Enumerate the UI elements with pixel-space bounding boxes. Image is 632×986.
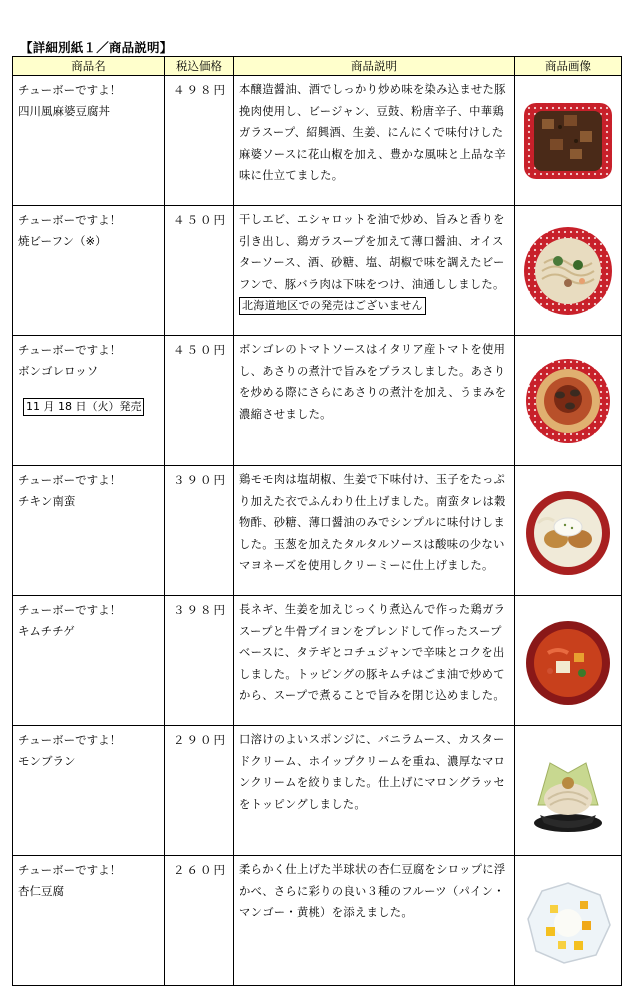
chicken-nanban-photo [520,483,616,579]
product-name-cell [13,726,165,856]
product-description: 干しエビ、エシャロットを油で炒め、旨みと香りを引き出し、鶏ガラスープを加えて薄口醤油、オイスターソース、酒、砂糖、塩、胡椒で味を調えたビーフンで、豚バラ肉は下味をつけ、油通ししました。 [239,213,505,291]
product-name: 四川風麻婆豆腐丼 [18,104,110,118]
product-name: ボンゴレロッソ [18,364,99,378]
product-price: ４５０円 [165,336,234,466]
product-image-cell [515,596,622,726]
product-image-cell [515,466,622,596]
header-image: 商品画像 [515,57,622,76]
product-description-cell [234,466,515,596]
table-row [13,726,622,856]
product-brand: チューボーですよ！ [18,343,122,357]
region-note: 北海道地区での発売はございません [239,297,426,315]
product-brand: チューボーですよ！ [18,603,122,617]
product-price: ２９０円 [165,726,234,856]
product-name: チキン南蛮 [18,494,76,508]
product-price: ３９０円 [165,466,234,596]
product-description-cell [234,726,515,856]
product-name-cell [13,336,165,466]
product-name-cell [13,76,165,206]
product-description-cell [234,336,515,466]
product-brand: チューボーですよ！ [18,83,122,97]
header-description: 商品説明 [234,57,515,76]
product-name: キムチチゲ [18,624,75,638]
header-name: 商品名 [13,57,165,76]
table-row [13,466,622,596]
product-name-cell [13,466,165,596]
product-description: 柔らかく仕上げた半球状の杏仁豆腐をシロップに浮かべ、さらに彩りの良い３種のフルーツ（パイン・マンゴー・黄桃）を添えました。 [239,863,506,919]
product-name: 杏仁豆腐 [18,884,64,898]
product-description: 鶏モモ肉は塩胡椒、生姜で下味付け、玉子をたっぷり加えた衣でふんわり仕上げました。南蛮タレは穀物酢、砂糖、薄口醤油のみでシンプルに味付けしました。玉葱を加えたタルタルソースは酸味の少ないマヨネーズを使用しクリーミーに仕上げました。 [239,473,506,572]
product-brand: チューボーですよ！ [18,473,122,487]
fried-rice-noodles-photo [520,223,616,319]
product-description: 長ネギ、生姜を加えじっくり煮込んで作った鶏ガラスープと牛骨ブイヨンをブレンドして作ったスープベースに、タテギとコチュジャンで辛味とコクを出しました。トッピングの豚キムチはごま油で炒めてから、スープで煮ることで旨みを閉じ込めました。 [239,603,506,702]
product-description-cell [234,856,515,986]
table-row [13,596,622,726]
product-image-cell [515,76,622,206]
table-row [13,336,622,466]
product-description: 口溶けのよいスポンジに、バニラムース、カスタードクリーム、ホイップクリームを重ね、濃厚なマロンクリームを絞りました。仕上げにマロングラッセをトッピングしました。 [239,733,506,811]
product-brand: チューボーですよ！ [18,733,122,747]
header-price: 税込価格 [165,57,234,76]
product-image-cell [515,726,622,856]
product-price: ４９８円 [165,76,234,206]
kimchi-jjigae-photo [520,613,616,709]
product-price: ４５０円 [165,206,234,336]
vongole-rosso-photo [520,353,616,449]
almond-tofu-photo [520,873,616,969]
product-description-cell [234,596,515,726]
product-name-cell [13,596,165,726]
table-row [13,206,622,336]
product-image-cell [515,856,622,986]
product-name-cell [13,856,165,986]
product-description-cell [234,206,515,336]
product-image-cell [515,206,622,336]
product-description: 本醸造醤油、酒でしっかり炒め味を染み込ませた豚挽肉使用し、ビージャン、豆鼓、粉唐辛子、中華鶏ガラスープ、紹興酒、生姜、にんにくで味付けした麻婆ソースに花山椒を加え、豊かな風味と上品な辛味に仕立てました。 [239,83,506,182]
product-name-cell [13,206,165,336]
table-row [13,856,622,986]
product-table [12,56,622,986]
product-name: 焼ビーフン（※） [18,234,107,248]
product-price: ２６０円 [165,856,234,986]
table-row [13,76,622,206]
product-name: モンブラン [18,754,76,768]
product-brand: チューボーですよ！ [18,863,122,877]
product-image-cell [515,336,622,466]
product-brand: チューボーですよ！ [18,213,122,227]
page-title: 【詳細別紙１／商品説明】 [20,40,173,55]
mapo-tofu-bowl-photo [520,93,616,189]
product-price: ３９８円 [165,596,234,726]
product-description: ボンゴレのトマトソースはイタリア産トマトを使用し、あさりの煮汁で旨みをプラスしました。あさりを炒める際にさらにあさりの煮汁を加え、うまみを濃縮させました。 [239,343,507,421]
mont-blanc-photo [520,743,616,839]
product-description-cell [234,76,515,206]
table-header-row [13,57,622,76]
release-date-badge: 11 月 18 日（火）発売 [23,398,144,416]
